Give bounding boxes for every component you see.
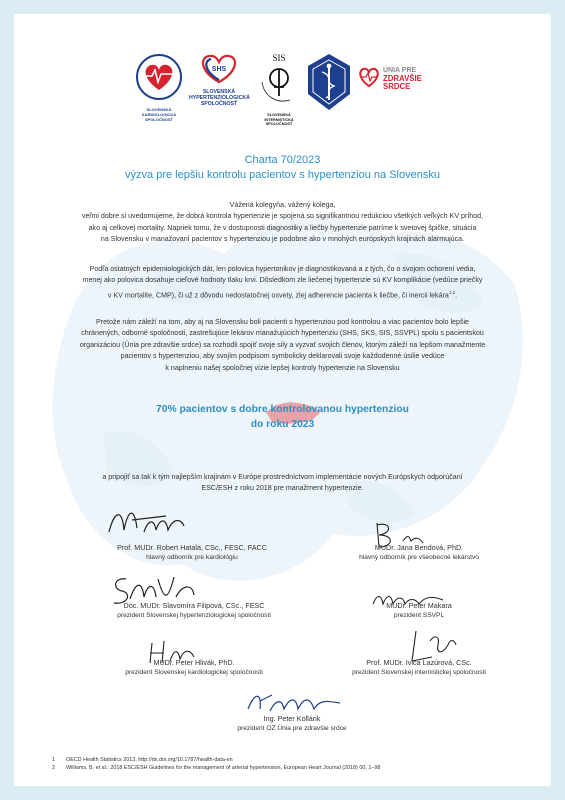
- salutation: Vážená kolegyňa, vážený kolega,: [229, 201, 336, 209]
- goal-line1: 70% pacientov s dobre kontrolovanou hypertenziou: [156, 404, 409, 415]
- signatory-name: MUDr. Peter Makara: [386, 601, 452, 610]
- signatory-filipova: [94, 601, 294, 621]
- document-sheet: [14, 14, 551, 786]
- paragraph-1-line: veľmi dobre si uvedomujeme, že dobrá kontrola hypertenzie je spojená so signifikantnou redukciou všetkých veľkých KV príhod,: [81, 212, 484, 221]
- shs-badge: SHS: [211, 66, 227, 73]
- signatory-role: prezident OZ Únia pre zdravšie srdce: [237, 725, 347, 732]
- paragraph-2: [54, 264, 511, 302]
- footnote-item: [52, 764, 380, 772]
- signatory-role: hlavný odborník pre všeobecné lekárstvo: [359, 554, 479, 561]
- europe-map-background: [14, 184, 551, 604]
- signatory-makara: [339, 601, 499, 621]
- goal-highlight: [14, 402, 551, 432]
- sks-logo: [130, 52, 188, 122]
- footnote-reference: 1,2: [448, 289, 456, 295]
- signatory-hatala: [102, 543, 282, 563]
- paragraph-3-line: chránených, odborné spoločnosti, zastrešujúce lekárov manažujúcich hypertenziu (SHS, SKS, SIS, SSVPL) spolu s pacientskou: [81, 329, 484, 338]
- signatory-role: prezident SSVPL: [393, 612, 445, 619]
- signatory-role: prezident Slovenskej internistickej spoločnosti: [352, 669, 486, 676]
- sis-badge: SIS: [272, 53, 286, 63]
- paragraph-3-line: organizáciou (Únia pre zdravšie srdce) sa rozhodli spojiť svoje sily a vyzvať svojich členov, ktorým záleží na lepšom manažmente: [79, 340, 486, 349]
- goal-line2: do roku 2023: [250, 419, 315, 430]
- paragraph-3: [54, 317, 511, 374]
- paragraph-2-line: v KV mortalite, CMP), či už z dôvodu nedostatočnej osvety, zlej adherencie pacienta k liečbe, či inercii lekára$^{1,2}$.: [107, 289, 458, 300]
- sks-logo-text: SLOVENSKÁ KARDIOLOGICKÁ SPOLOČNOSŤ: [141, 107, 177, 122]
- footnote-text: Williams, B. et al.: 2018 ESC/ESH Guidelines for the management of arterial hypertension, European Heart Journal (2018) 00, 1–98: [66, 765, 381, 772]
- paragraph-4: [54, 472, 511, 495]
- caduceus-shield-icon: [304, 52, 354, 112]
- sis-emblem-icon: [254, 52, 304, 108]
- paragraph-2-text: v KV mortalite, CMP), či už z dôvodu nedostatočnej osvety, zlej adherencie pacienta k liečbe, či inercii lekára: [107, 291, 449, 300]
- charter-title-line2: výzva pre lepšiu kontrolu pacientov s hypertenziou na Slovensku: [125, 169, 440, 181]
- signatory-name: Doc. MUDr. Slavomíra Filipová, CSc., FESC: [123, 601, 265, 610]
- paragraph-4-line: ESC/ESH z roku 2018 pre manažment hypertenzie.: [201, 484, 364, 493]
- upzs-line3: SRDCE: [383, 82, 411, 91]
- footnote-text: OECD Health Statistics 2013, http://dx.doi.org/10.1787/health-data-en: [66, 757, 233, 763]
- signatory-lazurova: [329, 658, 509, 678]
- logos-row: [14, 52, 551, 126]
- footnote-number: 2: [52, 765, 55, 772]
- signatory-name: Prof. MUDr. Robert Hatala, CSc., FESC, FACC: [117, 543, 267, 552]
- charter-title-line1: Charta 70/2023: [244, 154, 321, 166]
- signatory-bendova: [339, 543, 499, 563]
- paragraph-3-line: pacientov s hypertenziou, aby svojím podpisom symbolicky deklarovali svoje každodenné úsilie vedúce: [120, 352, 445, 361]
- signatory-hlivak: [94, 658, 294, 678]
- paragraph-3-line: Pretože nám záleží na tom, aby aj na Slovensku boli pacienti s hypertenziou pod kontrolou a viac pacientov bolo lepšie: [95, 318, 470, 326]
- upzs-line1: ÚNIA PRE: [383, 67, 417, 74]
- upzs-heart-icon: [357, 66, 381, 88]
- sis-logo: [254, 52, 304, 127]
- paragraph-4-line: a pripojiť sa tak k tým najlepším krajinám v Európe prostredníctvom implementácie nových Európskych odporúčaní: [102, 473, 463, 481]
- ssvpl-logo: [304, 52, 354, 117]
- paragraph-1-line: na Slovensku v manažovaní pacientov s hypertenziou je podobne ako v mnohých európskych krajinách alarmujúca.: [100, 235, 465, 244]
- paragraph-3-line: k naplneniu našej spoločnej vízie lepšej kontroly hypertenzie na Slovensku: [165, 363, 400, 372]
- signatory-name: Prof. MUDr. Ivica Lazúrová, CSc.: [366, 658, 472, 667]
- signatory-role: prezident Slovenskej hypertenziologickej spoločnosti: [117, 612, 271, 619]
- upzs-line2: ZDRAVŠIE: [383, 74, 422, 83]
- shs-logo: [189, 52, 249, 107]
- sis-logo-text: SLOVENSKÁ INTERNISTICKÁ SPOLOČNOSŤ: [264, 113, 294, 126]
- paragraph-2-line: Podľa ostatných epidemiologických dát, len polovica hypertonikov je diagnostikovaná a z tých, čo o svojom ochorení vedia,: [89, 265, 476, 273]
- signatory-role: prezident Slovenskej kardiologickej spoločnosti: [125, 669, 263, 676]
- heart-logo-icon: [130, 52, 188, 102]
- shs-logo-text: SLOVENSKÁ HYPERTENZIOLOGICKÁ SPOLOČNOSŤ: [189, 89, 250, 107]
- signatory-role: hlavný odborník pre kardiológiu: [146, 554, 238, 561]
- footnote-number: 1: [52, 757, 55, 763]
- signatory-name: MUDr. Peter Hlivák, PhD.: [153, 658, 235, 667]
- signatory-name: MUDr. Jana Bendová, PhD.: [374, 543, 464, 552]
- footnote-item: [52, 756, 380, 764]
- footnotes: [52, 756, 380, 773]
- signatory-kollarik: [212, 714, 372, 734]
- signatory-name: Ing. Peter Kollárik: [263, 714, 321, 723]
- paragraph-1-line: ako aj celkovej mortality. Napriek tomu, že v dostupnosti diagnostiky a liečby hypertenzie patríme k svetovej špičke, situácia: [88, 223, 477, 232]
- paragraph-2-line: menej ako polovica dosahuje cieľové hodnoty tlaku krvi. Dôsledkom zle liečenej hypertenzie sú KV komplikácie (vedúce priečky: [82, 276, 483, 285]
- paragraph-1: [54, 200, 511, 246]
- charter-title: [14, 153, 551, 183]
- signature-hatala: [104, 502, 194, 544]
- shs-heart-icon: [189, 52, 249, 84]
